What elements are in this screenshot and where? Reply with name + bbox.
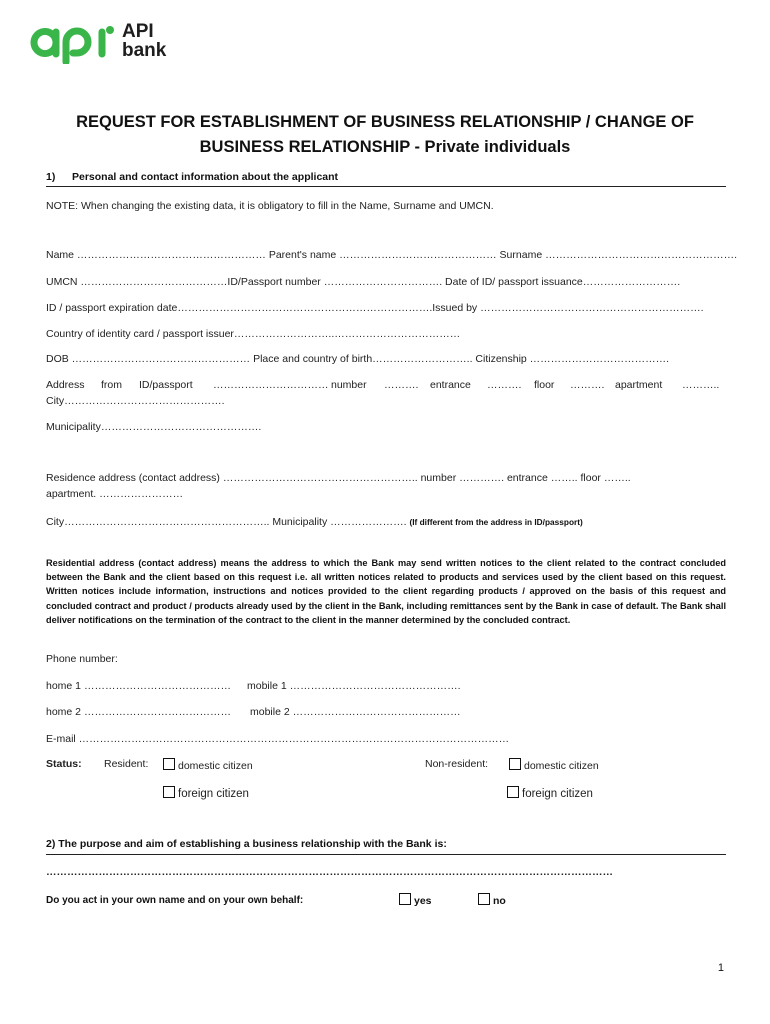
nonresident-domestic-label: domestic citizen bbox=[524, 760, 599, 772]
title-line1: REQUEST FOR ESTABLISHMENT OF BUSINESS RELATIONSHIP / CHANGE OF bbox=[76, 113, 694, 131]
address-number-dots[interactable]: ………. bbox=[384, 379, 419, 391]
section1-heading: Personal and contact information about the applicant bbox=[72, 171, 339, 183]
own-behalf-no-label: no bbox=[493, 895, 506, 907]
section2-heading: 2) The purpose and aim of establishing a business relationship with the Bank is: bbox=[46, 838, 447, 850]
purpose-field-line[interactable]: ……………………………………………………………………………………………………………………………………………… bbox=[46, 866, 613, 878]
address-entrance-dots[interactable]: ………. bbox=[487, 379, 522, 391]
residence-apartment-line[interactable]: apartment. …………………… bbox=[46, 488, 184, 500]
expiry-field-line[interactable]: ID / passport expiration date……………………………………………………………….Issued by ………………………………………………………. bbox=[46, 302, 704, 314]
city2-field-line[interactable] bbox=[46, 516, 583, 528]
api-logo-mark-icon bbox=[30, 20, 118, 64]
address-floor: floor bbox=[534, 379, 555, 391]
logo-text bbox=[122, 22, 166, 60]
page-title bbox=[40, 110, 730, 160]
address-label: Address bbox=[46, 379, 85, 391]
home2-field[interactable]: home 2 …………………………………… bbox=[46, 706, 231, 718]
resident-label: Resident: bbox=[104, 758, 149, 770]
name-field-line[interactable]: Name ……………………………………………… Parent's name ……………………………………… Surname ………………………………………………. bbox=[46, 249, 737, 261]
section2-rule bbox=[46, 854, 726, 855]
city2-text[interactable]: City………………………………………………….. Municipality …………………. bbox=[46, 516, 407, 528]
checkbox-icon[interactable] bbox=[507, 786, 519, 798]
checkbox-icon[interactable] bbox=[509, 758, 521, 770]
home1-field[interactable]: home 1 …………………………………… bbox=[46, 680, 231, 692]
residence-field-line[interactable]: Residence address (contact address) ……………………………………………….. number …………. entrance …….. floor …….. bbox=[46, 472, 631, 484]
email-field[interactable]: E-mail …………………………………………………………………………………………………………… bbox=[46, 733, 510, 745]
address-dots[interactable]: …………………………… bbox=[213, 379, 329, 391]
address-floor-dots[interactable]: ………. bbox=[570, 379, 605, 391]
address-number: number bbox=[331, 379, 367, 391]
city2-note: (If different from the address in ID/passport) bbox=[409, 517, 583, 527]
nonresident-foreign-option[interactable] bbox=[507, 786, 593, 800]
address-from: from bbox=[101, 379, 122, 391]
nonresident-label: Non-resident: bbox=[425, 758, 489, 770]
country-field-line[interactable]: Country of identity card / passport issuer………………………..……………………………… bbox=[46, 328, 461, 340]
resident-foreign-label: foreign citizen bbox=[178, 788, 249, 800]
address-apartment-dots[interactable]: ……….. bbox=[682, 379, 720, 391]
logo-line2: bank bbox=[122, 40, 167, 61]
mobile1-field[interactable]: mobile 1 …………………………………………. bbox=[247, 680, 461, 692]
page-number: 1 bbox=[717, 962, 724, 974]
dob-field-line[interactable]: DOB …………………………………………… Place and country of birth……………………….. Citizenship …………………………………. bbox=[46, 353, 670, 365]
municipality-field-line[interactable]: Municipality………………………………………. bbox=[46, 421, 262, 433]
resident-foreign-option[interactable] bbox=[163, 786, 249, 800]
api-bank-logo bbox=[30, 20, 180, 66]
resident-domestic-label: domestic citizen bbox=[178, 760, 253, 772]
mobile2-field[interactable]: mobile 2 ………………………………………… bbox=[250, 706, 461, 718]
note-text: NOTE: When changing the existing data, it is obligatory to fill in the Name, Surname and UMCN. bbox=[46, 200, 494, 212]
own-behalf-yes-label: yes bbox=[414, 895, 432, 907]
address-entrance: entrance bbox=[430, 379, 471, 391]
own-behalf-no-option[interactable] bbox=[478, 893, 506, 907]
phone-label: Phone number: bbox=[46, 653, 118, 665]
address-idpassport: ID/passport bbox=[139, 379, 193, 391]
checkbox-icon[interactable] bbox=[163, 758, 175, 770]
own-behalf-yes-option[interactable] bbox=[399, 893, 432, 907]
status-label: Status: bbox=[46, 758, 82, 770]
resident-domestic-option[interactable] bbox=[163, 758, 253, 772]
city-field-line[interactable]: City………………………………………. bbox=[46, 395, 225, 407]
umcn-field-line[interactable]: UMCN ……………………………………ID/Passport number ……………………………. Date of ID/ passport issuance………………………. bbox=[46, 276, 681, 288]
logo-line1: API bbox=[122, 21, 154, 42]
residential-notice: Residential address (contact address) means the address to which the Bank may send written notices to the client related to the contract concluded between the Bank and the client based on this request i.e. all written notices related to products and services used by the client based on this request. Written notices include information, instructions and notices provided to the client regarding products / approved on the basis of this request and concluded contract and product / products already used by the client in the Bank, including remittances sent by the Bank in case of default. The Bank shall deliver notifications on the termination of the contract to the client in the manner determined by the concluded contract. bbox=[46, 558, 726, 625]
checkbox-icon[interactable] bbox=[163, 786, 175, 798]
section1-rule bbox=[46, 186, 726, 187]
title-line2: BUSINESS RELATIONSHIP - Private individuals bbox=[199, 138, 571, 156]
address-apartment: apartment bbox=[615, 379, 663, 391]
nonresident-foreign-label: foreign citizen bbox=[522, 788, 593, 800]
checkbox-icon[interactable] bbox=[478, 893, 490, 905]
own-behalf-question: Do you act in your own name and on your own behalf: bbox=[46, 895, 304, 906]
section1-number: 1) bbox=[46, 171, 56, 183]
checkbox-icon[interactable] bbox=[399, 893, 411, 905]
nonresident-domestic-option[interactable] bbox=[509, 758, 599, 772]
